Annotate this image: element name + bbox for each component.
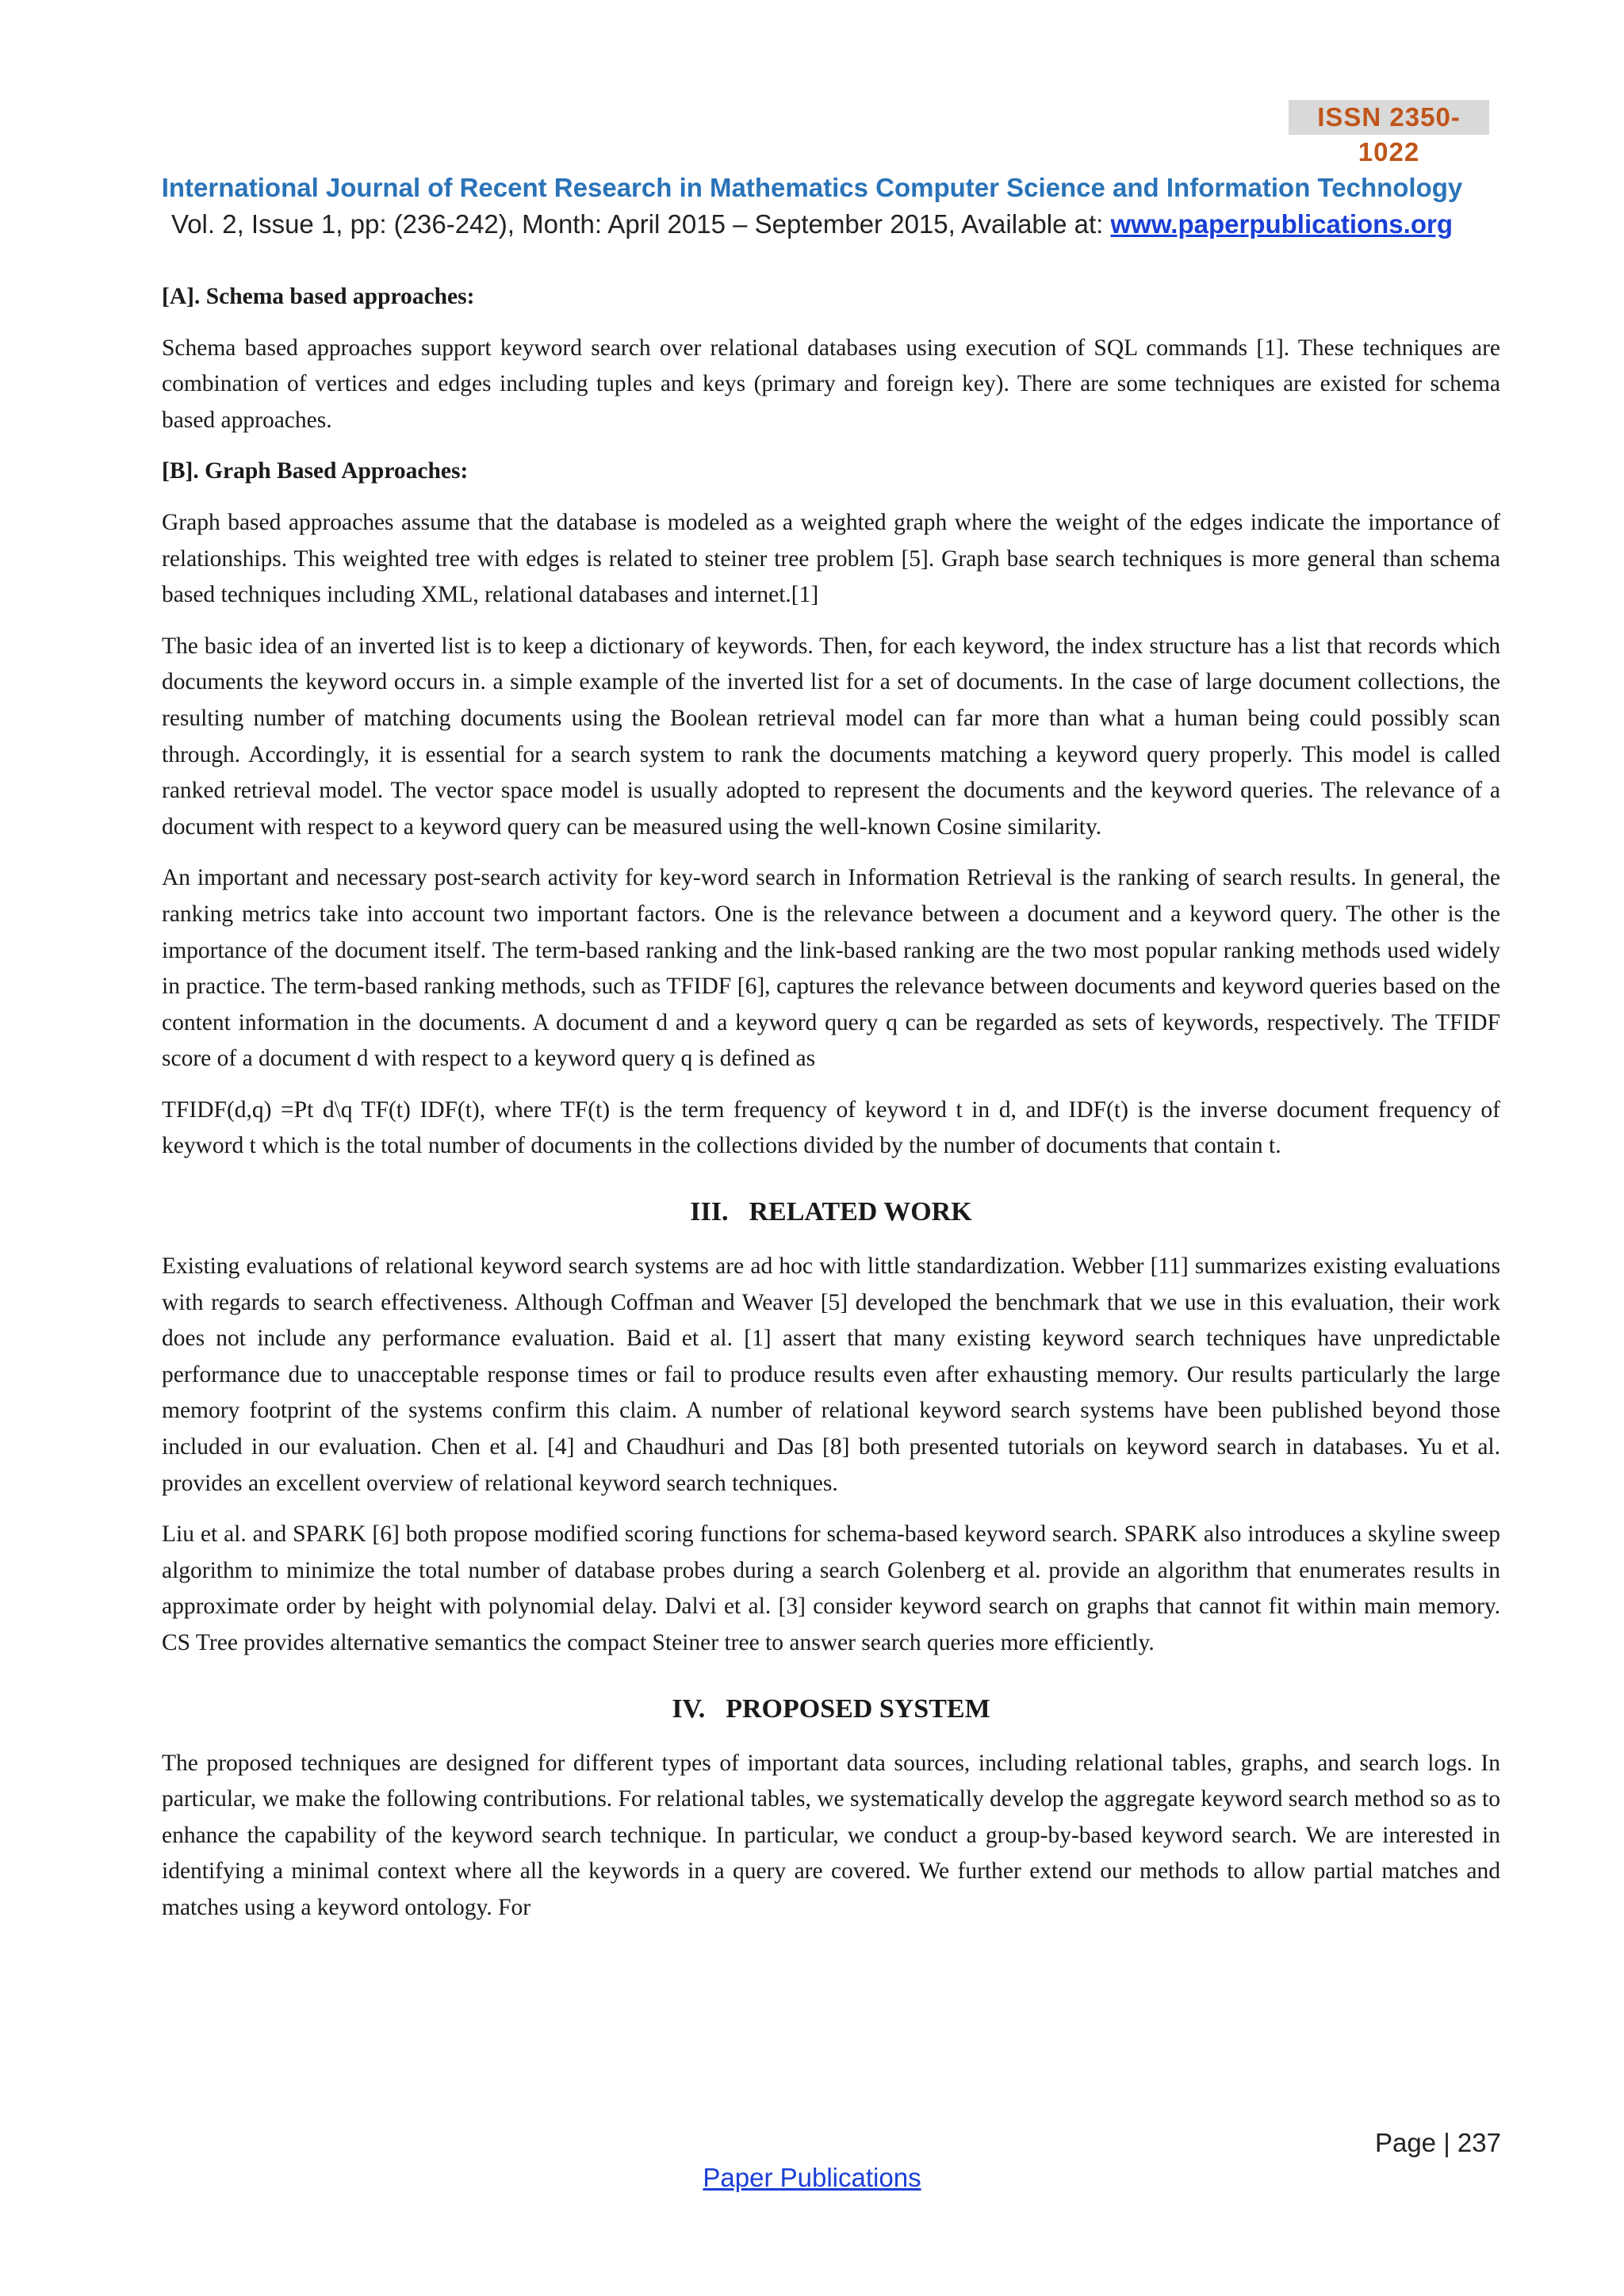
section-heading-proposed-system: [162, 1692, 1500, 1727]
page-number: Page | 237: [1374, 2128, 1501, 2157]
issn-badge: ISSN 2350-1022: [1289, 100, 1489, 135]
journal-volume-info: [0, 209, 1624, 239]
paragraph-related-work-1: Existing evaluations of relational keyword search systems are ad hoc with little standardization. Webber [11] summarizes existing evaluations with regards to search effectiveness. Although Coffman and Weaver [5] developed the benchmark that we use in this evaluation, their work does not include any performance evaluation. Baid et al. [1] assert that many existing keyword search techniques have unpredictable performance due to unacceptable response times or fail to produce results even after exhausting memory. Our results particularly the large memory footprint of the systems confirm this claim. A number of relational keyword search systems have been published beyond those included in our evaluation. Chen et al. [4] and Chaudhuri and Das [8] both presented tutorials on keyword search in databases. Yu et al. provides an excellent overview of relational keyword search techniques.: [162, 1253, 1500, 1496]
publisher-footer: [0, 2163, 1624, 2193]
paragraph-graph-based: Graph based approaches assume that the database is modeled as a weighted graph where the weight of the edges indicate the importance of relationships. This weighted tree with edges is related to steiner tree problem [5]. Graph base search techniques is more general than schema based techniques including XML, relational databases and internet.[1]: [162, 509, 1500, 608]
subheading-graph-based: [B]. Graph Based Approaches:: [162, 458, 469, 484]
article-body: [162, 279, 1500, 1942]
journal-title: International Journal of Recent Research in Mathematics Computer Science and Information Technology: [161, 173, 1463, 202]
journal-website-link[interactable]: www.paperpublications.org: [1110, 209, 1453, 239]
section-number: IV.: [672, 1693, 706, 1724]
subheading-schema-based: [A]. Schema based approaches:: [162, 284, 475, 309]
section-heading-related-work: [162, 1195, 1500, 1230]
paragraph-related-work-2: Liu et al. and SPARK [6] both propose modified scoring functions for schema-based keyword search. SPARK also introduces a skyline sweep algorithm to minimize the total number of database probes during a search Golenberg et al. provide an algorithm that enumerates results in approximate order by height with polynomial delay. Dalvi et al. [3] consider keyword search on graphs that cannot fit within main memory. CS Tree provides alternative semantics the compact Steiner tree to answer search queries more efficiently.: [162, 1521, 1500, 1655]
volume-text: Vol. 2, Issue 1, pp: (236-242), Month: April 2015 – September 2015, Available at:: [171, 209, 1111, 239]
paragraph-inverted-list: The basic idea of an inverted list is to keep a dictionary of keywords. Then, for each keyword, the index structure has a list that records which documents the keyword occurs in. a simple example of the inverted list for a set of documents. In the case of large document collections, the resulting number of matching documents using the Boolean retrieval model can far more than what a human being could possibly scan through. Accordingly, it is essential for a search system to rank the documents matching a keyword query properly. This model is called ranked retrieval model. The vector space model is usually adopted to represent the documents and the keyword queries. The relevance of a document with respect to a keyword query can be measured using the well-known Cosine similarity.: [162, 633, 1500, 840]
paragraph-proposed-system: The proposed techniques are designed for different types of important data sources, including relational tables, graphs, and search logs. In particular, we make the following contributions. For relational tables, we systematically develop the aggregate keyword search method so as to enhance the capability of the keyword search technique. In particular, we conduct a group-by-based keyword search. We are interested in identifying a minimal context where all the keywords in a query are covered. We further extend our methods to allow partial matches and matches using a keyword ontology. For: [162, 1750, 1500, 1920]
section-title: RELATED WORK: [749, 1197, 972, 1227]
paragraph-tfidf: TFIDF(d,q) =Pt d\q TF(t) IDF(t), where TF(t) is the term frequency of keyword t in d, and IDF(t) is the inverse document frequency of keyword t which is the total number of documents in the collections divided by the number of documents that contain t.: [162, 1096, 1500, 1159]
publisher-link[interactable]: Paper Publications: [703, 2163, 921, 2192]
paragraph-schema-based: Schema based approaches support keyword search over relational databases using execution of SQL commands [1]. These techniques are combination of vertices and edges including tuples and keys (primary and foreign key). There are some techniques are existed for schema based approaches.: [162, 335, 1500, 433]
section-number: III.: [690, 1197, 729, 1227]
paragraph-ranking: An important and necessary post-search activity for key-word search in Information Retrieval is the ranking of search results. In general, the ranking metrics take into account two important factors. One is the relevance between a document and a keyword query. The other is the importance of the document itself. The term-based ranking and the link-based ranking are the two most popular ranking methods used widely in practice. The term-based ranking methods, such as TFIDF [6], captures the relevance between documents and keyword queries based on the content information in the documents. A document d and a keyword query q can be regarded as sets of keywords, respectively. The TFIDF score of a document d with respect to a keyword query q is defined as: [162, 865, 1500, 1072]
section-title: PROPOSED SYSTEM: [726, 1693, 990, 1724]
